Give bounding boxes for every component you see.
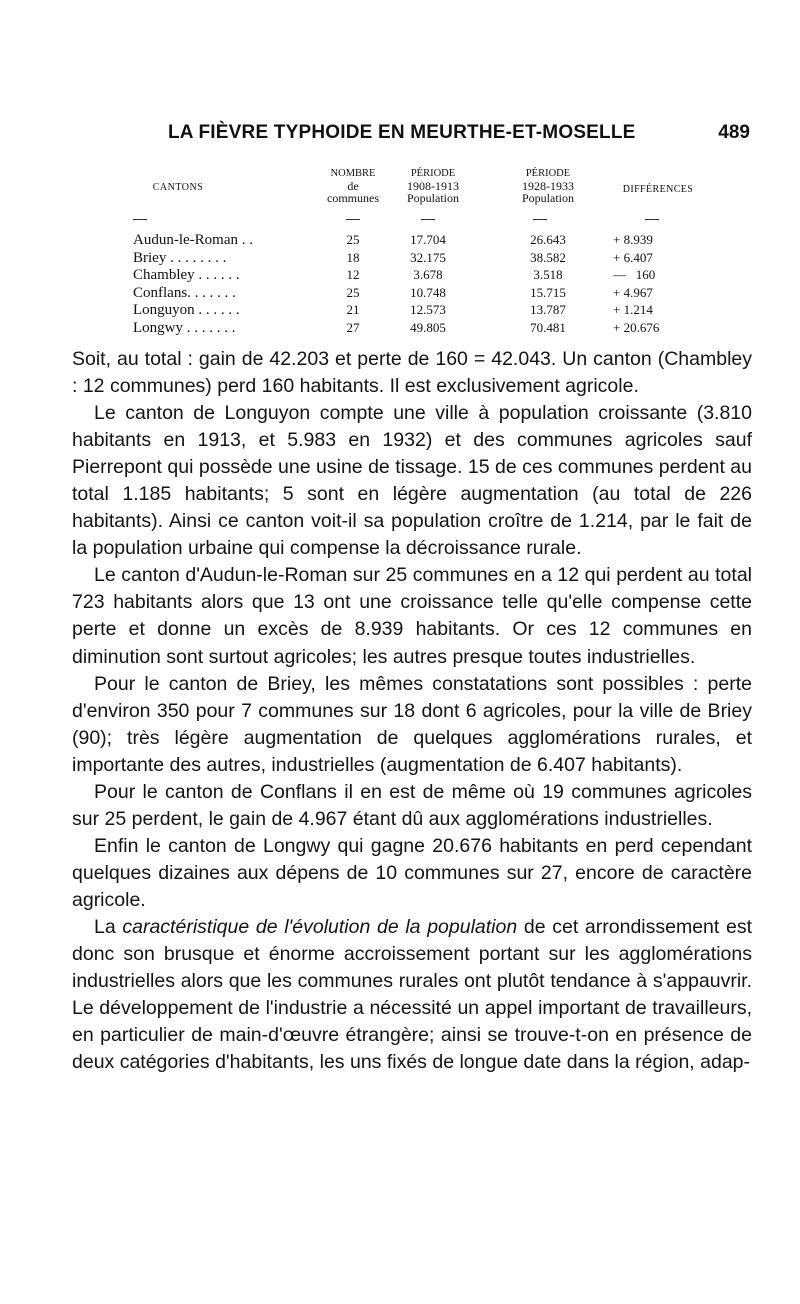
table-header: [133, 168, 753, 216]
header-rule-dashes: [133, 216, 753, 232]
dash-divider: [421, 219, 435, 220]
cell-canton: Conflans. . . . . . .: [133, 284, 236, 301]
col-header-periode-1-line1: PÉRIODE: [410, 168, 456, 179]
body-text: [72, 346, 752, 1076]
col-header-periode-2: [493, 168, 603, 204]
dash-divider: [346, 219, 360, 220]
col-header-periode-1-line3: Population: [406, 191, 459, 205]
col-header-periode-2-line2: 1928-1933: [522, 179, 574, 193]
table-row: [133, 302, 753, 320]
col-header-periode-1: [378, 168, 488, 204]
cell-periode-1: 32.175: [410, 249, 446, 265]
cell-periode-2: 3.518: [533, 267, 563, 282]
col-header-periode-1-line2: 1908-1913: [407, 179, 459, 193]
paragraph: Soit, au total : gain de 42.203 et perte de 160 = 42.043. Un canton (Chambley : 12 communes) perd 160 habitants. Il est exclusivement agricole.: [72, 348, 752, 398]
cell-canton: Audun-le-Roman . .: [133, 232, 253, 248]
cell-periode-1: 3.678: [413, 267, 443, 282]
cell-periode-2: 15.715: [530, 284, 566, 300]
cell-periode-2: 26.643: [530, 232, 566, 247]
col-header-cantons: CANTONS: [152, 182, 204, 193]
cell-communes: 25: [346, 284, 360, 300]
running-title: LA FIÈVRE TYPHOIDE EN MEURTHE-ET-MOSELLE: [168, 122, 636, 143]
cell-canton: Chambley . . . . . .: [133, 267, 240, 283]
cell-difference: + 1.214: [613, 302, 653, 317]
cell-difference: — 160: [613, 267, 656, 282]
col-header-differences: DIFFÉRENCES: [622, 184, 694, 195]
cell-difference: + 8.939: [613, 232, 653, 247]
paragraph: Pour le canton de Briey, les mêmes constatations sont possibles : perte d'environ 350 pour 7 communes sur 18 dont 6 agricoles, pour la ville de Briey (90); très légère augmentation de quelques agglomérations rurales, et importante des autres, industrielles (augmentation de 6.407 habitants).: [72, 672, 752, 776]
cell-difference: + 6.407: [613, 249, 653, 265]
col-header-nombre-line3: communes: [327, 191, 379, 205]
population-table: [133, 168, 753, 337]
cell-communes: 18: [346, 249, 360, 265]
cell-difference: + 4.967: [613, 284, 653, 300]
cell-periode-1: 12.573: [410, 302, 446, 317]
cell-difference: + 20.676: [613, 319, 660, 335]
cell-periode-2: 38.582: [530, 249, 566, 265]
cell-periode-1: 49.805: [410, 319, 446, 335]
paragraph: Le canton de Longuyon compte une ville à population croissante (3.810 habitants en 1913, et 5.983 en 1932) et des communes agricoles sauf Pierrepont qui possède une usine de tissage. 15 de ces communes perdent au total 1.185 habitants; 5 sont en légère augmentation (au total de 226 habitants). Ainsi ce canton voit-il sa population croître de 1.214, par le fait de la population urbaine qui compense la décroissance rurale.: [72, 402, 752, 560]
cell-periode-1: 10.748: [410, 284, 446, 300]
dash-divider: [133, 219, 147, 220]
cell-communes: 27: [346, 319, 360, 335]
table-row: [133, 320, 753, 338]
page-number: 489: [718, 122, 750, 143]
cell-communes: 12: [346, 267, 360, 282]
cell-periode-1: 17.704: [410, 232, 446, 247]
italic-phrase: caractéristique de l'évolution de la population: [122, 915, 518, 938]
paragraph-lead: La: [94, 915, 116, 938]
col-header-periode-2-line1: PÉRIODE: [525, 168, 571, 179]
cell-canton: Briey . . . . . . . .: [133, 249, 227, 266]
table-row: [133, 267, 753, 285]
col-header-periode-2-line3: Population: [521, 191, 574, 205]
col-header-nombre-line2: de: [347, 179, 359, 193]
cell-communes: 21: [346, 302, 360, 317]
paragraph: Le canton d'Audun-le-Roman sur 25 communes en a 12 qui perdent au total 723 habitants alors que 13 ont une croissance telle qu'elle compense cette perte et donne un excès de 8.939 habitants. Or ces 12 communes en diminution sont surtout agricoles; les autres presque toutes industrielles.: [72, 564, 752, 668]
cell-periode-2: 13.787: [530, 302, 566, 317]
cell-canton: Longuyon . . . . . .: [133, 302, 240, 318]
table-row: [133, 250, 753, 268]
paragraph: Enfin le canton de Longwy qui gagne 20.676 habitants en perd cependant quelques dizaines aux dépens de 10 communes sur 27, encore de caractère agricole.: [72, 834, 752, 911]
dash-divider: [645, 219, 659, 220]
paragraph-rest: de cet arrondissement est donc son brusque et énorme accroissement portant sur les agglomérations industrielles alors que les communes rurales ont plutôt tendance à s'appauvrir. Le développement de l'industrie a nécessité un appel important de travailleurs, en particulier de main-d'œuvre étrangère; ainsi se trouve-t-on en présence de deux catégories d'habitants, les uns fixés de longue date dans la région, adap-: [72, 915, 752, 1074]
cell-canton: Longwy . . . . . . .: [133, 319, 236, 336]
cell-communes: 25: [346, 232, 360, 247]
paragraph: [72, 914, 752, 1076]
table-row: [133, 232, 753, 250]
table-row: [133, 285, 753, 303]
cell-periode-2: 70.481: [530, 319, 566, 335]
col-header-nombre-line1: NOMBRE: [330, 168, 376, 179]
dash-divider: [533, 219, 547, 220]
running-header: [160, 118, 750, 148]
paragraph: Pour le canton de Conflans il en est de même où 19 communes agricoles sur 25 perdent, le gain de 4.967 étant dû aux agglomérations industrielles.: [72, 780, 752, 830]
